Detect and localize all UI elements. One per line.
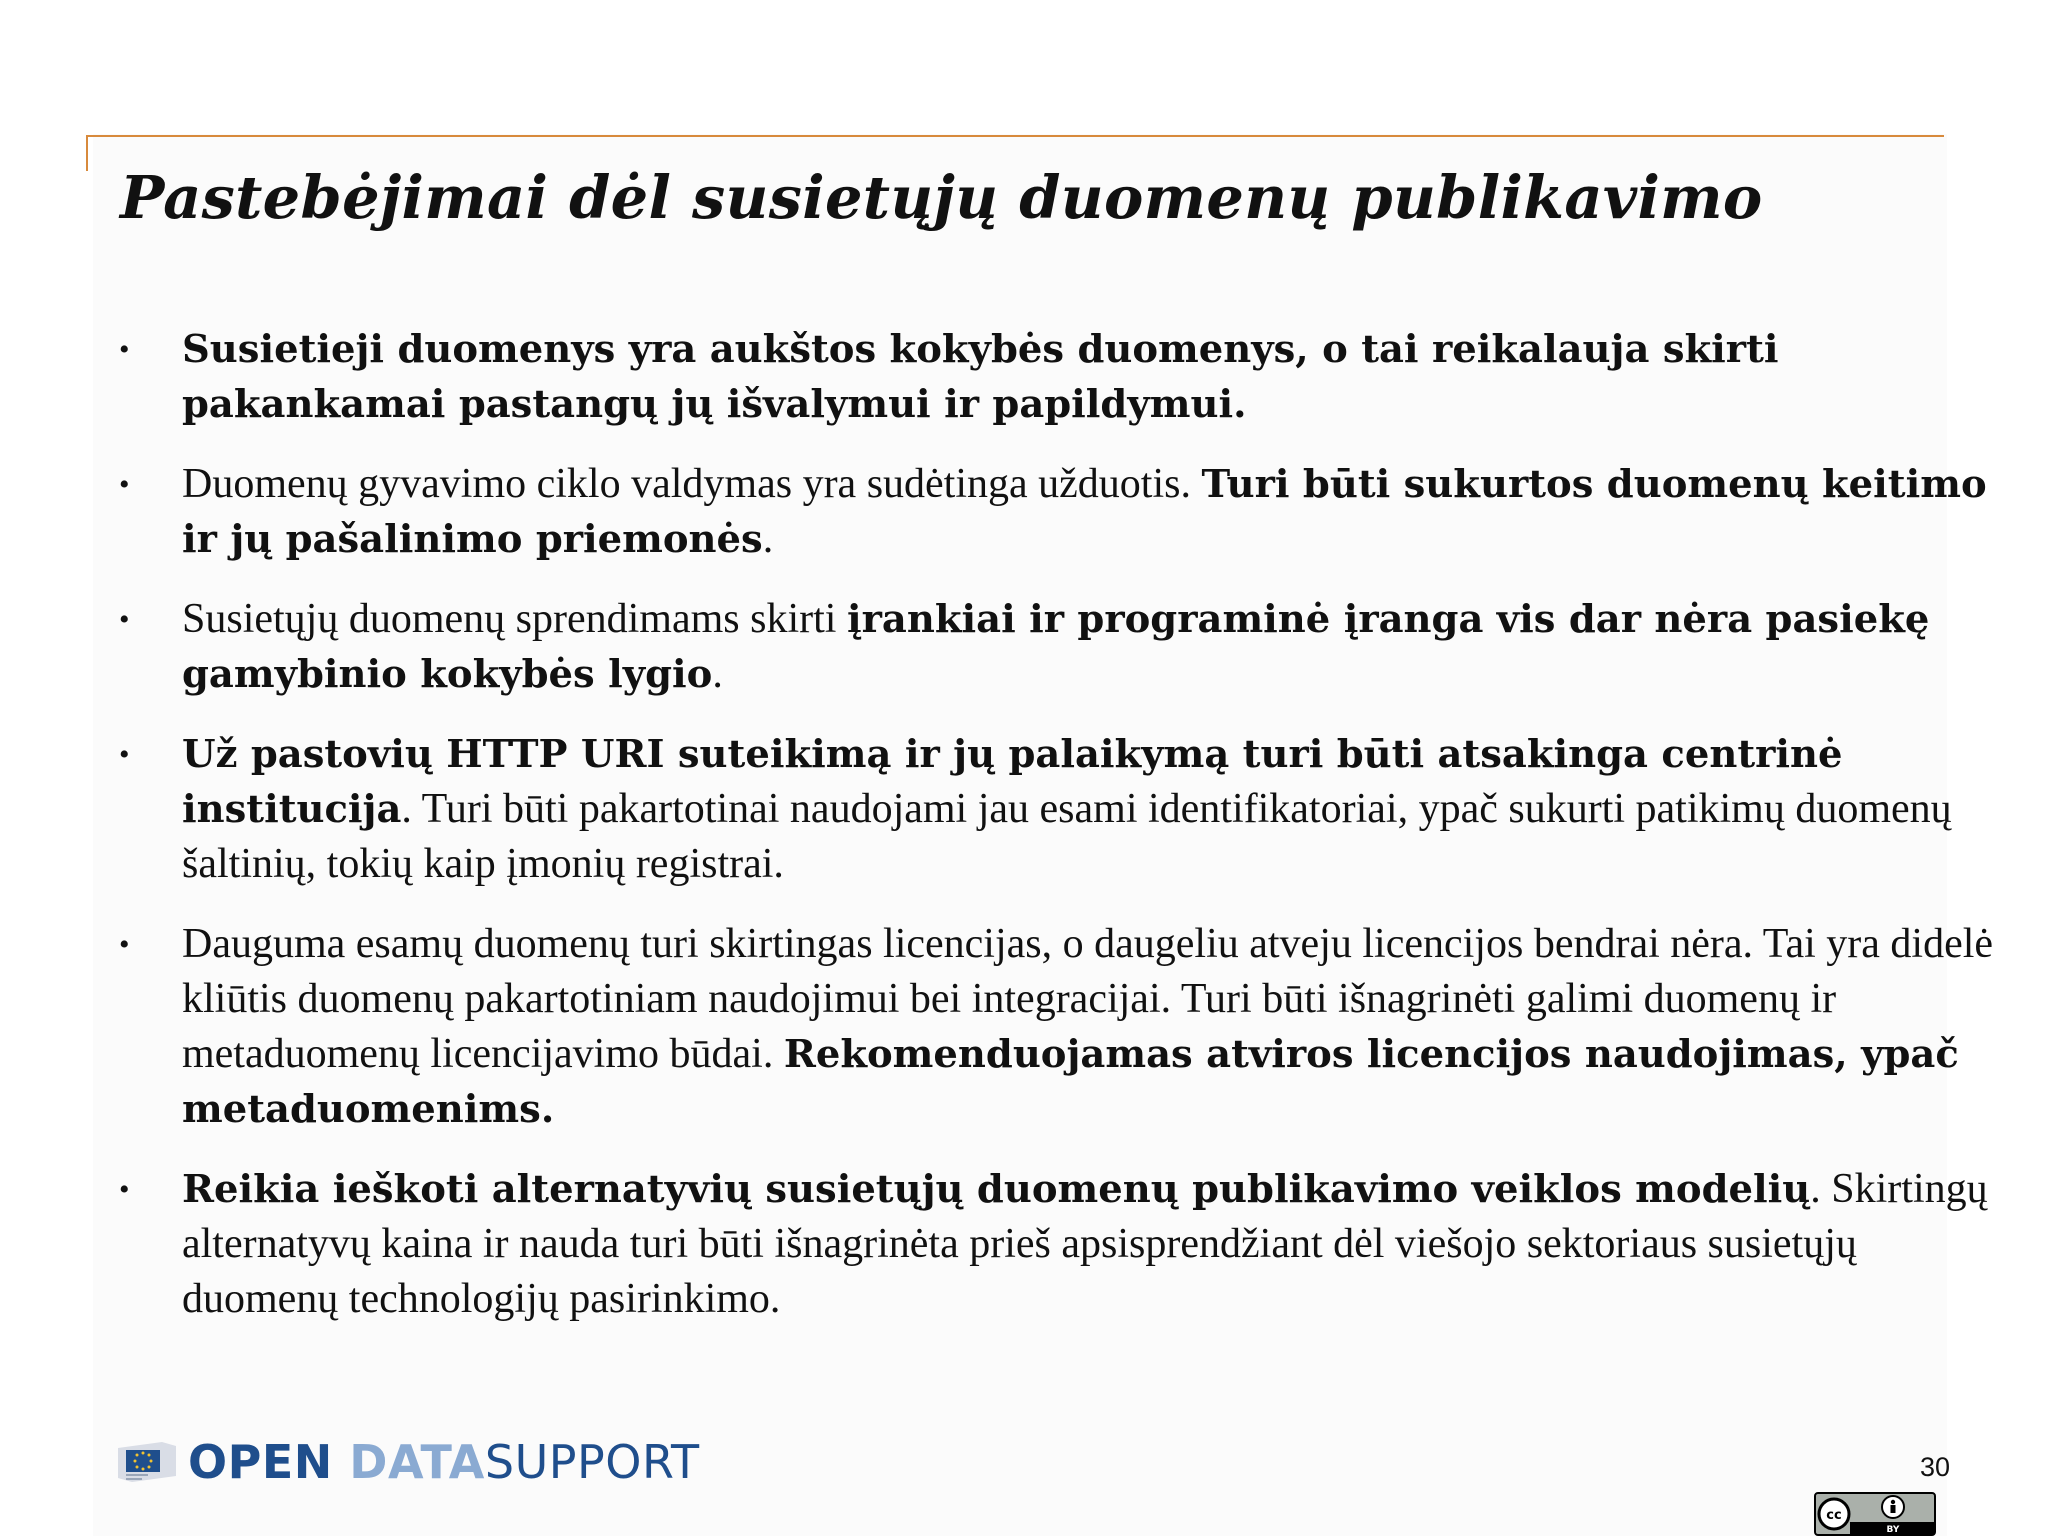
title-rule — [86, 135, 1944, 137]
slide-title: Pastebėjimai dėl susietųjų duomenų publikavimo — [120, 163, 1763, 232]
cc-by-graphic — [1814, 1492, 1936, 1536]
open-data-support-logo — [118, 1432, 700, 1492]
bullet-item — [117, 592, 1997, 702]
eu-flag-graphic — [118, 1442, 176, 1482]
bullet-marker: • — [119, 333, 130, 366]
bullet-text: . — [712, 651, 723, 697]
creative-commons-by-icon — [1814, 1492, 1936, 1536]
bullet-text: Susietųjų duomenų sprendimams skirti — [182, 596, 847, 642]
brand-data: DATA — [349, 1435, 485, 1489]
brand-open: OPEN — [188, 1435, 350, 1489]
bullet-text: . Skirtingų alternatyvų kaina ir nauda turi būti išnagrinėta prieš apsisprendžiant dėl viešojo sektoriaus susietųjų duomenų technologijų pasirinkimo. — [182, 1166, 1988, 1322]
bullet-text: Duomenų gyvavimo ciklo valdymas yra sudėtinga užduotis. — [182, 461, 1202, 507]
bullet-text-bold: Rekomenduojamas atviros licencijos naudojimas, ypač metaduomenims. — [182, 1032, 1959, 1132]
page-number: 30 — [1919, 1452, 1950, 1482]
bullet-text: . — [762, 516, 774, 562]
bullet-text-bold: Reikia ieškoti alternatyvių susietųjų duomenų publikavimo veiklos modelių — [182, 1167, 1811, 1212]
title-rule-tick — [86, 135, 88, 171]
bullet-item — [117, 322, 1997, 432]
cc-label: cc — [1826, 1508, 1842, 1523]
bullet-text-bold: Turi būti sukurtos duomenų keitimo ir jų pašalinimo priemonės — [182, 462, 1987, 562]
bullet-text: Dauguma esamų duomenų turi skirtingas licencijas, o daugeliu atveju licencijos bendrai nėra. Tai yra didelė kliūtis duomenų pakartotiniam naudojimui bei integracijai. Turi būti išnagrinėti galimi duomenų ir metaduomenų licencijavimo būdai. — [182, 921, 1994, 1077]
eu-flag-icon — [118, 1442, 176, 1482]
bullet-text: . Turi būti pakartotinai naudojami jau esami identifikatoriai, ypač sukurti patikimų duomenų šaltinių, tokių kaip įmonių registrai. — [182, 786, 1952, 887]
bullet-marker: • — [119, 468, 130, 501]
bullet-marker: • — [119, 928, 130, 961]
bullet-item — [117, 1162, 1997, 1327]
bullet-item — [117, 917, 1997, 1137]
by-label: BY — [1886, 1525, 1900, 1535]
bullet-text-bold: Už pastovių HTTP URI suteikimą ir jų palaikymą turi būti atsakinga centrinė institucija — [182, 732, 1843, 832]
bullet-marker: • — [119, 603, 130, 636]
bullet-item — [117, 727, 1997, 892]
brand-wordmark — [188, 1432, 700, 1492]
brand-support: SUPPORT — [484, 1435, 700, 1489]
bullet-list — [117, 322, 1997, 1352]
bullet-marker: • — [119, 1173, 130, 1206]
bullet-marker: • — [119, 738, 130, 771]
bullet-text-bold: Susietieji duomenys yra aukštos kokybės duomenys, o tai reikalauja skirti pakankamai pastangų jų išvalymui ir papildymui. — [182, 327, 1779, 427]
bullet-text-bold: įrankiai ir programinė įranga vis dar nėra pasiekę gamybinio kokybės lygio — [182, 597, 1930, 697]
bullet-item — [117, 457, 1997, 567]
